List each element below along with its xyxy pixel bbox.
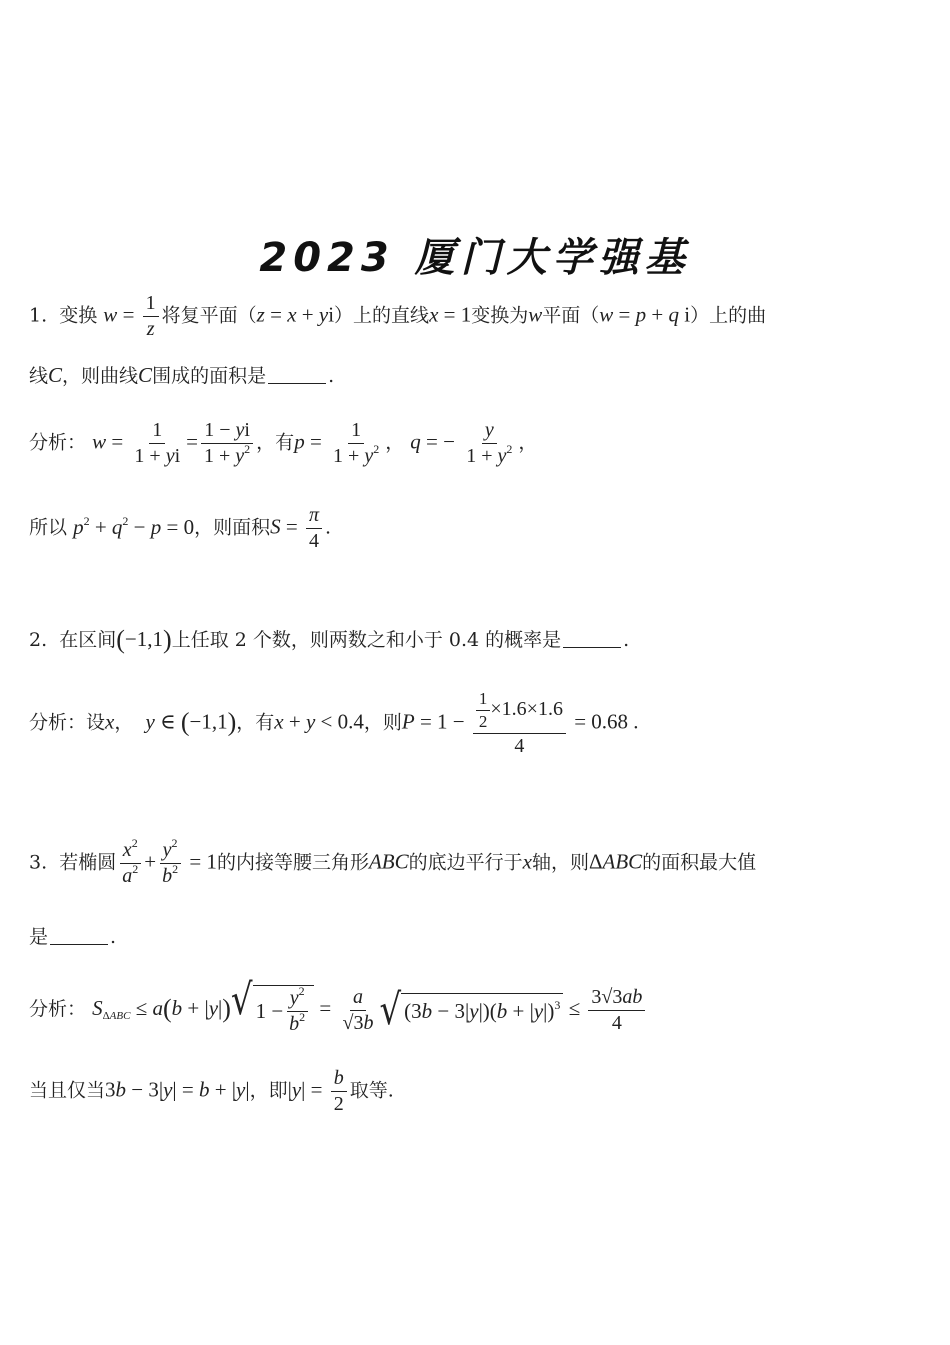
problem-3-analysis-1: 分析： $S_{\Delta ABC} \le a(b + |y|)$ √ 1 − $\frac{y^2}{b^2}$ = $\frac{a}{√3b}$ √ $(3b - 3|y|)(b + |y|)^3$ ≤ $\frac{3√3ab}{4}$ — [29, 985, 648, 1035]
page-title: 2023 厦门大学强基 — [259, 235, 691, 281]
problem-2-question: 2. 在区间(−1,1)上任取 2 个数，则两数之和小于 0.4 的概率是 . — [29, 625, 630, 654]
problem-3-question-2: 是 . — [29, 926, 117, 948]
problem-3-question: 3. 若椭圆 $\frac{x^2}{a^2}$ + $\frac{y^2}{b^2}$ = 1的内接等腰三角形ABC的底边平行于x轴，则ΔABC的面积最大值 — [29, 836, 757, 887]
answer-blank — [268, 383, 326, 384]
problem-1-analysis-2: 所以 $p^2 + q^2 - p = 0$，则面积S = $\frac{\pi}{4}$ . — [29, 504, 332, 552]
problem-1-analysis-1: 分析： w = $\frac{1}{1 + yi}$ = $\frac{1 - yi}{1 + y^2}$ ，有p = $\frac{1}{1 + y^2}$ ， q = − $\frac{y}{1 + y^2}$ ， — [29, 419, 538, 467]
answer-blank — [50, 944, 108, 945]
answer-blank — [563, 647, 621, 648]
problem-1-line-2: 线C，则曲线C围成的面积是 . — [29, 363, 335, 387]
problem-1-line-1: 1. 变换 w = $\frac{1}{z}$ 将复平面（z = x + yi）上的直线x = 1变换为w平面（w = p + q i）上的曲 — [29, 292, 767, 340]
problem-3-analysis-2: 当且仅当3b − 3|y| = b + |y|，即|y| = $\frac{b}{2}$ 取等. — [29, 1067, 394, 1115]
problem-2-analysis: 分析：设x， y ∈ (−1,1)，有x + y < 0.4，则P = 1 − $\frac{1}{2}$ ×1.6×1.6 4 = 0.68 . — [29, 689, 639, 757]
